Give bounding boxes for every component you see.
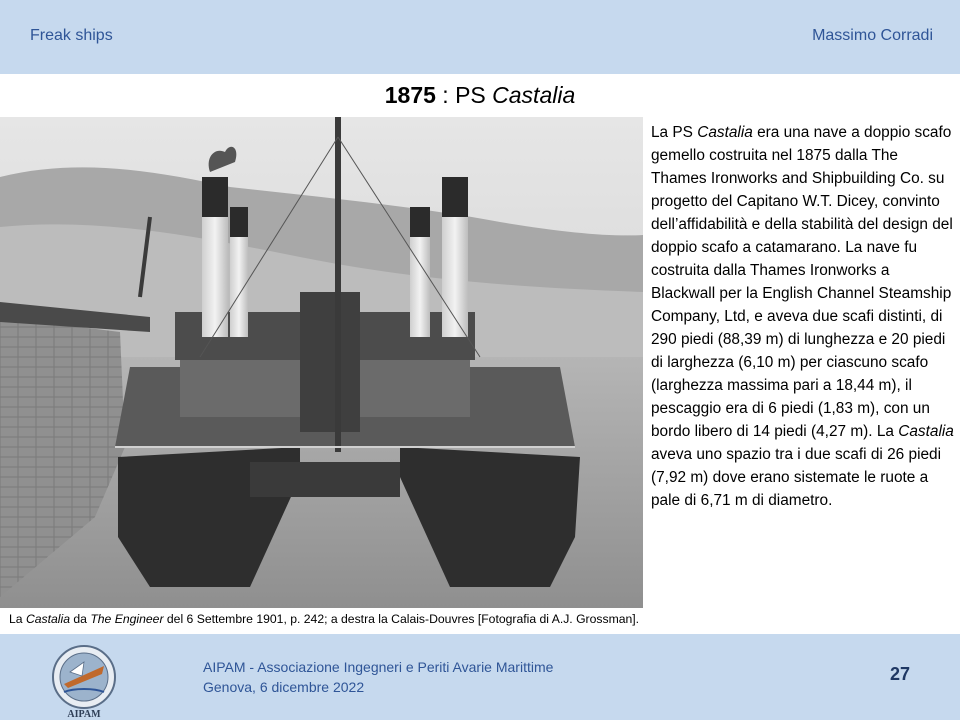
- title-year: 1875: [384, 82, 436, 108]
- description-text: La PS: [651, 124, 698, 141]
- caption-text: La: [9, 612, 26, 626]
- logo-wordmark: AIPAM: [67, 709, 101, 720]
- description-text: aveva uno spazio tra i due scafi di 26 piedi (7,92 m) dove erano sistemate le ruote a pale di 6,71 m di diametro.: [651, 446, 942, 509]
- page-number: 27: [890, 664, 911, 684]
- caption-text: da: [69, 612, 91, 626]
- description-text: era una nave a doppio scafo gemello costruita nel 1875 dalla The Thames Ironworks and Shipbuilding Co. su progetto del Capitano W.T. Dicey, convinto dell’affidabilità e della stabilità del design del doppio scafo a catamarano. La nave fu costruita dalla Thames Ironworks a Blackwall per la English Channel Steamship Company, Ltd, e aveva due scafi distinti, di 290 piedi (88,39 m) di lunghezza e 20 piedi di larghezza (6,10 m) per ciascuno scafo (larghezza massima pari a 18,44 m), il pescaggio era di 6 piedi (1,83 m), con un bordo libero di 14 piedi (4,27 m). La: [651, 124, 953, 440]
- footer-bar: [0, 634, 960, 720]
- slide-title: [0, 82, 960, 109]
- aipam-logo: [50, 640, 118, 720]
- description-ship-name: Castalia: [697, 124, 753, 141]
- header-bar: [0, 0, 960, 74]
- photo-caption: [9, 612, 639, 626]
- title-ship-name: Castalia: [492, 82, 576, 108]
- ship-photo: [0, 117, 643, 608]
- description-ship-name: Castalia: [898, 423, 954, 440]
- organization-name: AIPAM - Associazione Ingegneri e Periti Avarie Marittime: [203, 659, 554, 675]
- title-separator: : PS: [435, 82, 493, 108]
- header-topic: Freak ships: [30, 27, 113, 44]
- caption-publication: The Engineer: [90, 612, 164, 626]
- caption-text: del 6 Settembre 1901, p. 242; a destra la Calais-Douvres [Fotografia di A.J. Grossman].: [163, 612, 640, 626]
- event-date: Genova, 6 dicembre 2022: [203, 679, 365, 695]
- caption-ship-name: Castalia: [25, 612, 70, 626]
- header-author: Massimo Corradi: [812, 27, 933, 44]
- description-paragraph: [651, 121, 956, 512]
